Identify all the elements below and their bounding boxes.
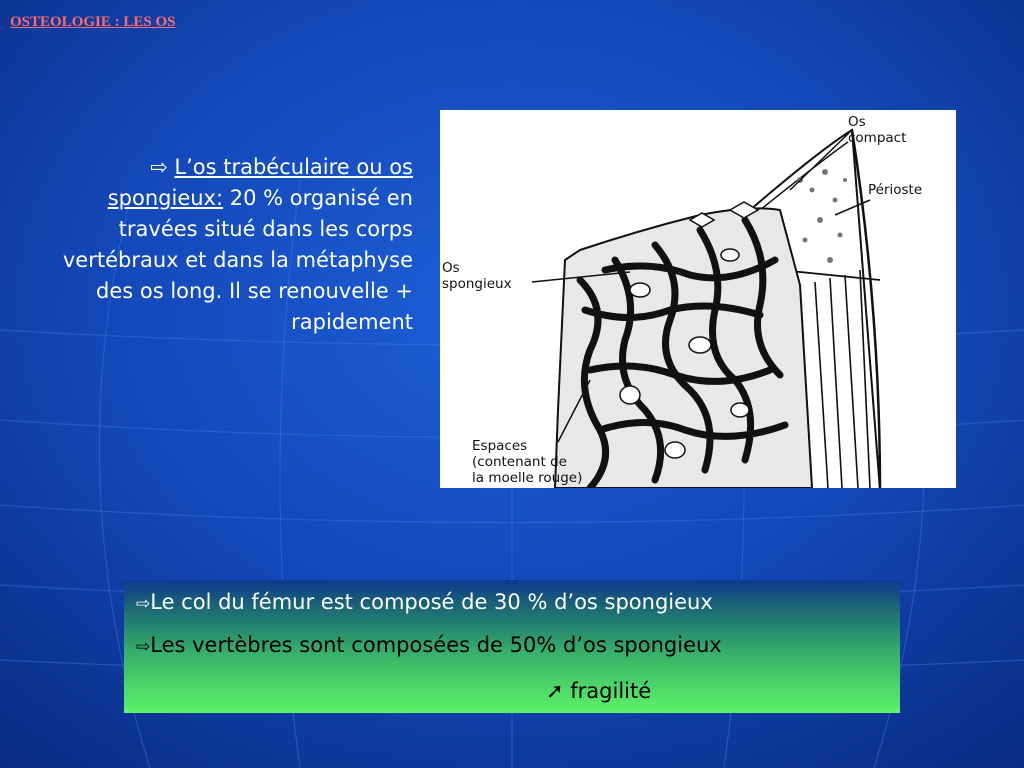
info-line-1 xyxy=(136,590,713,614)
label-os-spongieux-line1: Os xyxy=(442,260,460,276)
info-line-2 xyxy=(136,633,722,657)
main-text-block xyxy=(60,152,413,338)
hollow-right-arrow-icon: ⇨ xyxy=(150,155,168,179)
info-line-2-text: Les vertèbres sont composées de 50% d’os spongieux xyxy=(150,633,722,657)
label-perioste: Périoste xyxy=(868,182,923,198)
info-line-3-text: fragilité xyxy=(563,679,652,703)
label-os-compact-line1: Os xyxy=(848,114,866,130)
main-text-body: 20 % organisé en travées situé dans les corps vertébraux et dans la métaphyse des os long. Il se renouvelle + rapidement xyxy=(62,186,413,334)
label-espaces-line3: la moelle rouge) xyxy=(472,470,583,486)
info-box xyxy=(124,580,900,713)
trabecular-bone-illustration xyxy=(440,110,956,488)
page-title: OSTEOLOGIE : LES OS xyxy=(10,14,176,30)
main-text-heading: L’os trabéculaire ou os spongieux: xyxy=(107,155,413,210)
up-right-arrow-icon: ➚ xyxy=(546,679,564,703)
label-os-spongieux-line2: spongieux xyxy=(442,276,512,292)
hollow-right-arrow-icon: ⇨ xyxy=(136,637,151,657)
label-espaces-line2: (contenant de xyxy=(472,454,567,470)
label-espaces-line1: Espaces xyxy=(472,438,528,454)
label-os-compact-line2: compact xyxy=(848,130,907,146)
info-line-1-text: Le col du fémur est composé de 30 % d’os spongieux xyxy=(150,590,713,614)
info-line-3 xyxy=(546,679,651,703)
hollow-right-arrow-icon: ⇨ xyxy=(136,594,151,614)
